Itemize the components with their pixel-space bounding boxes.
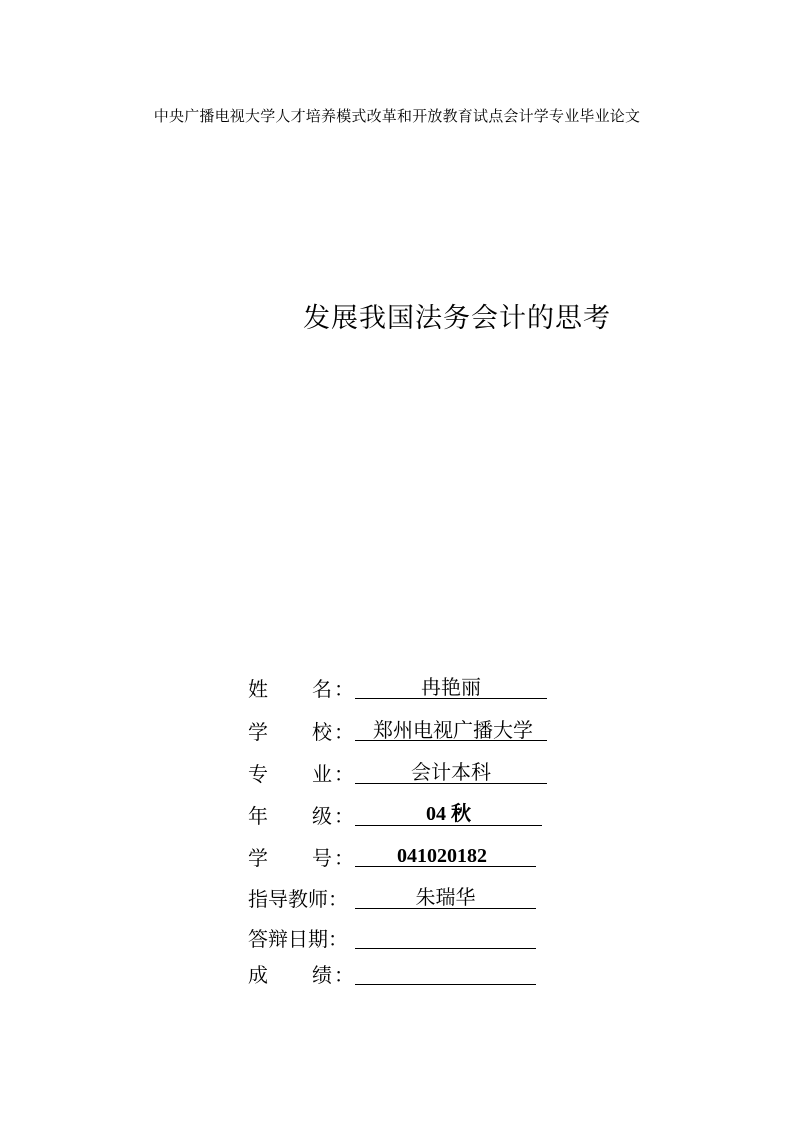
document-header: 中央广播电视大学人才培养模式改革和开放教育试点会计学专业毕业论文 xyxy=(153,107,641,125)
grade-value: 04 秋 xyxy=(355,803,542,826)
thesis-title: 发展我国法务会计的思考 xyxy=(303,303,611,334)
defense-date-value xyxy=(355,926,536,949)
student-id-value: 041020182 xyxy=(355,845,536,867)
major-value: 会计本科 xyxy=(355,761,547,784)
name-value: 冉艳丽 xyxy=(355,676,547,699)
school-value: 郑州电视广播大学 xyxy=(355,719,547,741)
score-value xyxy=(355,962,536,985)
advisor-value: 朱瑞华 xyxy=(355,886,536,909)
